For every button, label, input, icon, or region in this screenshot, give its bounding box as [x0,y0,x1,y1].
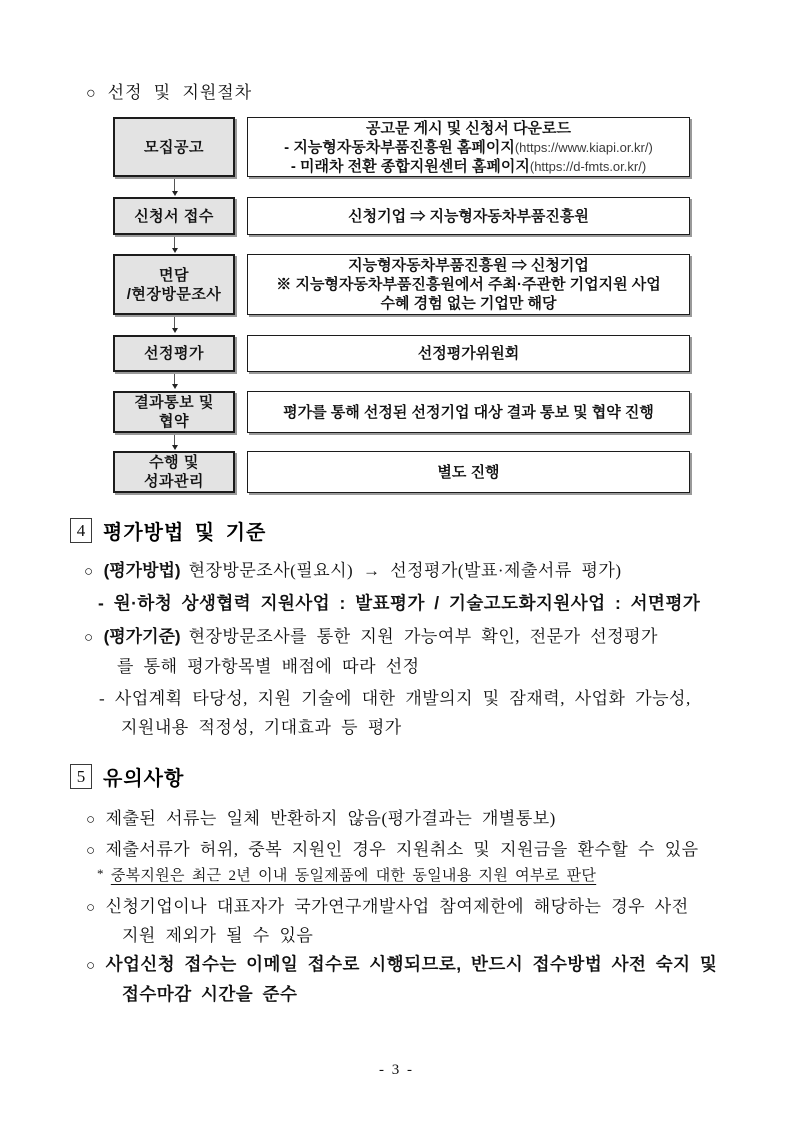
section4-header [70,516,266,545]
flow-desc-line: 선정평가위원회 [417,345,520,362]
circle-bullet-icon: ○ [86,85,97,102]
criteria-sub-line-2: 지원내용 적정성, 기대효과 등 평가 [121,718,402,737]
flow-desc-box [247,391,690,433]
criteria-text: 현장방문조사를 통한 지원 가능여부 확인, 전문가 선정평가 [188,627,658,646]
asterisk-icon: * [97,866,104,881]
circle-bullet-icon: ○ [86,958,96,974]
flow-step-label: 결과통보 및 [134,394,214,411]
notice-line-4: ○ 사업신청 접수는 이메일 접수로 시행되므로, 반드시 접수방법 사전 숙지 및 [86,954,718,974]
circle-bullet-icon: ○ [84,564,94,580]
flow-desc-line: - 지능형자동차부품진흥원 홈페이지(https://www.kiapi.or.kr/) [284,138,653,156]
flow-desc-line: 공고문 게시 및 신청서 다운로드 [365,119,572,137]
circle-bullet-icon: ○ [84,630,94,646]
criteria-line-1 [84,622,658,647]
method-sub-line: - 원·하청 상생협력 지원사업 : 발표평가 / 기술고도화지원사업 : 서면평가 [98,593,701,613]
flow-step-label: 신청서 접수 [134,207,214,225]
flow-down-arrow-icon [171,374,178,389]
flow-desc-line: 신청기업 ⇒ 지능형자동차부품진흥원 [348,207,589,225]
flow-step-label: 선정평가 [144,345,204,362]
notice-line-1: ○ 제출된 서류는 일체 반환하지 않음(평가결과는 개별통보) [86,809,556,828]
criteria-line-2: 를 통해 평가항목별 배점에 따라 선정 [117,657,420,676]
flow-row-interview [0,254,793,315]
circle-bullet-icon: ○ [86,843,96,859]
flow-row-application [0,197,793,235]
flow-step-box [113,391,235,433]
flow-down-arrow-icon [171,317,178,333]
page-number: - 3 - [379,1062,414,1078]
criteria-label: (평가기준) [103,627,181,646]
section-number-box: 5 [70,764,92,789]
flow-down-arrow-icon [171,237,178,253]
flow-desc-box [247,117,690,177]
notice-line-4-cont: 접수마감 시간을 준수 [122,984,298,1004]
flow-row-management [0,451,793,493]
flow-row-announcement [0,117,793,177]
flow-desc-box [247,254,690,315]
section-number-box: 4 [70,518,92,543]
flow-step-label: 수행 및 [149,454,199,471]
flow-row-notification [0,391,793,433]
section5-header [70,762,184,791]
flow-step-label: 면담 [159,266,189,284]
flow-down-arrow-icon [171,435,178,450]
flow-down-arrow-icon [171,179,178,196]
method-label: (평가방법) [103,561,181,580]
flow-step-label: 협약 [159,413,189,430]
flow-desc-line: - 미래차 전환 종합지원센터 홈페이지(https://d-fmts.or.kr/) [290,157,647,175]
criteria-sub-line-1: - 사업계획 타당성, 지원 기술에 대한 개발의지 및 잠재력, 사업화 가능성, [99,689,691,708]
method-text: 현장방문조사(필요시) → 선정평가(발표·제출서류 평가) [188,561,622,580]
flow-step-label: /현장방문조사 [126,285,222,303]
flow-row-evaluation [0,335,793,372]
notice-line-2: ○ 제출서류가 허위, 중복 지원인 경우 지원취소 및 지원금을 환수할 수 있음 [86,840,699,859]
flow-desc-line: 평가를 통해 선정된 선정기업 대상 결과 통보 및 협약 진행 [283,403,654,421]
section5-title: 유의사항 [103,768,185,790]
procedure-section-title [86,78,252,103]
notice-line-3: ○ 신청기업이나 대표자가 국가연구개발사업 참여제한에 해당하는 경우 사전 [86,897,689,916]
flow-desc-line: 수혜 경험 없는 기업만 해당 [380,295,557,312]
flow-desc-box [247,335,690,372]
flow-step-label: 모집공고 [144,138,204,156]
section4-title: 평가방법 및 기준 [103,522,267,544]
flow-step-box [113,451,235,493]
flow-desc-box [247,197,690,235]
procedure-title-text: 선정 및 지원절차 [107,83,253,102]
flow-step-box [113,254,235,315]
homepage-url-text: (https://d-fmts.or.kr/) [529,158,647,174]
circle-bullet-icon: ○ [86,900,96,916]
flow-step-box [113,197,235,235]
notice-line-3-cont: 지원 제외가 될 수 있음 [122,926,314,945]
flow-desc-line: ※ 지능형자동차부품진흥원에서 주최·주관한 기업지원 사업 [276,276,661,293]
duplicate-support-note: * 중복지원은 최근 2년 이내 동일제품에 대한 동일내용 지원 여부로 판단 [97,866,597,884]
flow-desc-box [247,451,690,493]
homepage-url-text: (https://www.kiapi.or.kr/) [514,139,653,155]
flow-desc-line: 지능형자동차부품진흥원 ⇒ 신청기업 [348,257,589,274]
method-line [84,556,622,581]
circle-bullet-icon: ○ [86,812,96,828]
flow-step-box [113,117,235,177]
flow-step-label: 성과관리 [144,473,204,490]
flow-step-box [113,335,235,372]
flow-desc-line: 별도 진행 [437,463,500,481]
